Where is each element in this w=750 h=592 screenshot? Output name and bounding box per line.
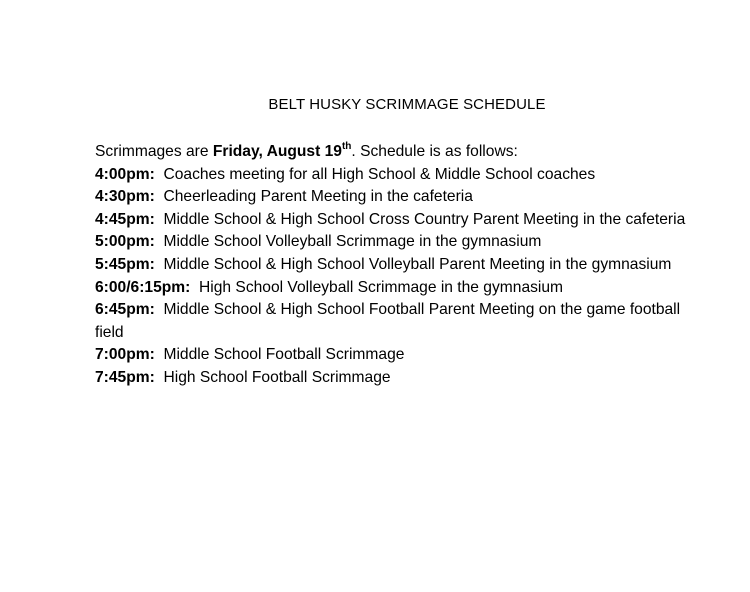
entry-time: 4:45pm: bbox=[95, 210, 155, 228]
schedule-entry bbox=[95, 277, 695, 300]
entry-time: 5:45pm: bbox=[95, 255, 155, 273]
schedule-entry bbox=[95, 186, 695, 209]
schedule-entry bbox=[95, 299, 695, 344]
entry-time: 6:45pm: bbox=[95, 301, 155, 319]
schedule-entry bbox=[95, 254, 695, 277]
entry-text: Coaches meeting for all High School & Middle School coaches bbox=[163, 165, 596, 183]
intro-date-suffix: th bbox=[341, 140, 352, 152]
entry-time: 4:30pm: bbox=[95, 188, 155, 206]
entry-text: Middle School Volleyball Scrimmage in the gymnasium bbox=[163, 233, 542, 251]
schedule-entry bbox=[95, 231, 695, 254]
schedule-entry bbox=[95, 209, 695, 232]
page-title: BELT HUSKY SCRIMMAGE SCHEDULE bbox=[268, 96, 546, 113]
intro-line bbox=[95, 141, 695, 164]
entry-text: High School Volleyball Scrimmage in the gymnasium bbox=[199, 278, 564, 296]
entry-time: 5:00pm: bbox=[95, 233, 155, 251]
entry-text: Cheerleading Parent Meeting in the cafeteria bbox=[163, 188, 473, 206]
schedule-body bbox=[95, 141, 695, 390]
entry-text: High School Football Scrimmage bbox=[163, 368, 391, 386]
schedule-entry bbox=[95, 344, 695, 367]
entry-text: Middle School & High School Cross Country Parent Meeting in the cafeteria bbox=[163, 210, 686, 228]
entry-time: 7:45pm: bbox=[95, 368, 155, 386]
schedule-entry bbox=[95, 164, 695, 187]
entry-text: Middle School & High School Volleyball Parent Meeting in the gymnasium bbox=[163, 255, 672, 273]
intro-date-text: Friday, August 19 bbox=[212, 143, 342, 160]
entry-time: 4:00pm: bbox=[95, 165, 155, 183]
entry-text: Middle School Football Scrimmage bbox=[163, 346, 405, 364]
intro-date bbox=[212, 140, 352, 160]
entry-text: Middle School & High School Football Parent Meeting on the game football field bbox=[95, 301, 681, 341]
intro-after: . Schedule is as follows: bbox=[351, 143, 518, 160]
intro-before: Scrimmages are bbox=[95, 143, 213, 160]
entry-time: 7:00pm: bbox=[95, 346, 155, 364]
schedule-entry bbox=[95, 367, 695, 390]
entry-time: 6:00/6:15pm: bbox=[95, 278, 191, 296]
